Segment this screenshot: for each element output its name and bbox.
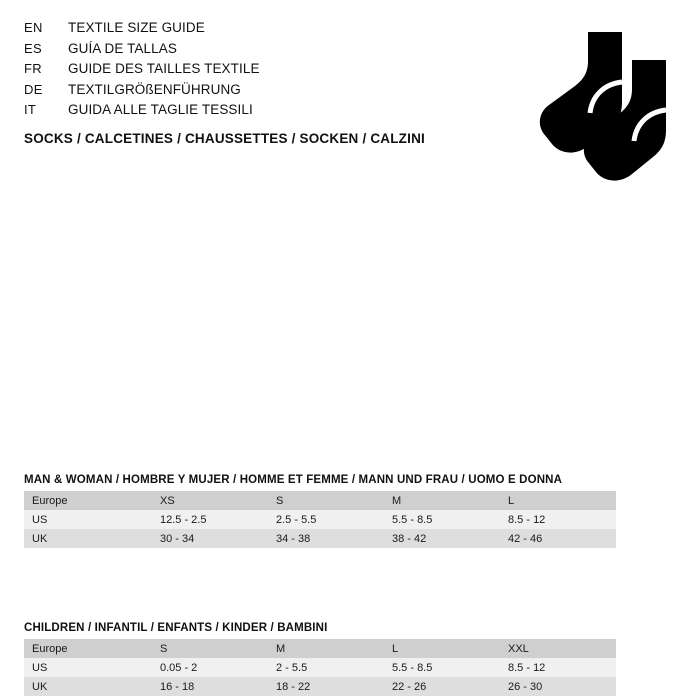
adult-uk-l: 42 - 46 (500, 529, 616, 548)
adult-us-s: 2.5 - 5.5 (268, 510, 384, 529)
children-header-l: L (384, 639, 500, 658)
adult-uk-s: 34 - 38 (268, 529, 384, 548)
language-text-fr: GUIDE DES TAILLES TEXTILE (68, 61, 260, 76)
adult-us-xs: 12.5 - 2.5 (152, 510, 268, 529)
adult-us-m: 5.5 - 8.5 (384, 510, 500, 529)
language-code-de: DE (24, 81, 43, 97)
language-code-en: EN (24, 20, 43, 35)
adult-header-m: M (384, 491, 500, 510)
socks-illustration (470, 30, 670, 205)
adult-uk-xs: 30 - 34 (152, 529, 268, 548)
language-text-it: GUIDA ALLE TAGLIE TESSILI (68, 102, 253, 117)
adult-size-table (24, 491, 616, 548)
language-row-fr (24, 61, 444, 82)
language-text-en: TEXTILE SIZE GUIDE (68, 20, 205, 35)
children-us-s: 0.05 - 2 (152, 658, 268, 677)
children-size-section (24, 622, 576, 696)
children-uk-l: 22 - 26 (384, 677, 500, 696)
adult-size-section (24, 474, 576, 548)
adult-header-xs: XS (152, 491, 268, 510)
language-row-it (24, 102, 444, 123)
language-text-es: GUÍA DE TALLAS (68, 40, 177, 56)
table-header-row (24, 639, 616, 658)
children-us-l: 5.5 - 8.5 (384, 658, 500, 677)
table-header-row (24, 491, 616, 510)
language-row-en (24, 20, 444, 41)
children-header-m: M (268, 639, 384, 658)
children-uk-m: 18 - 22 (268, 677, 384, 696)
children-header-xxl: XXL (500, 639, 616, 658)
children-header-region: Europe (24, 639, 152, 658)
children-uk-s: 16 - 18 (152, 677, 268, 696)
adult-us-l: 8.5 - 12 (500, 510, 616, 529)
table-row (24, 510, 616, 529)
children-us-m: 2 - 5.5 (268, 658, 384, 677)
adult-uk-label: UK (24, 529, 152, 548)
language-list (24, 20, 444, 123)
table-row (24, 677, 616, 696)
adult-section-title: MAN & WOMAN / HOMBRE Y MUJER / HOMME ET FEMME / MANN UND FRAU / UOMO E DONNA (24, 474, 563, 486)
children-us-xxl: 8.5 - 12 (500, 658, 616, 677)
language-text-de: TEXTILGRÖßENFÜHRUNG (68, 81, 241, 97)
children-uk-label: UK (24, 677, 152, 696)
language-row-de (24, 82, 444, 103)
children-us-label: US (24, 658, 152, 677)
adult-uk-m: 38 - 42 (384, 529, 500, 548)
children-size-table (24, 639, 616, 696)
adult-us-label: US (24, 510, 152, 529)
page-title: SOCKS / CALCETINES / CHAUSSETTES / SOCKEN / CALZINI (24, 131, 425, 146)
language-code-fr: FR (24, 61, 42, 76)
adult-header-s: S (268, 491, 384, 510)
adult-header-l: L (500, 491, 616, 510)
adult-header-region: Europe (24, 491, 152, 510)
language-code-es: ES (24, 40, 42, 56)
children-section-title: CHILDREN / INFANTIL / ENFANTS / KINDER / BAMBINI (24, 622, 328, 634)
children-uk-xxl: 26 - 30 (500, 677, 616, 696)
children-header-s: S (152, 639, 268, 658)
table-row (24, 529, 616, 548)
table-row (24, 658, 616, 677)
language-row-es (24, 41, 444, 62)
language-code-it: IT (24, 102, 37, 117)
